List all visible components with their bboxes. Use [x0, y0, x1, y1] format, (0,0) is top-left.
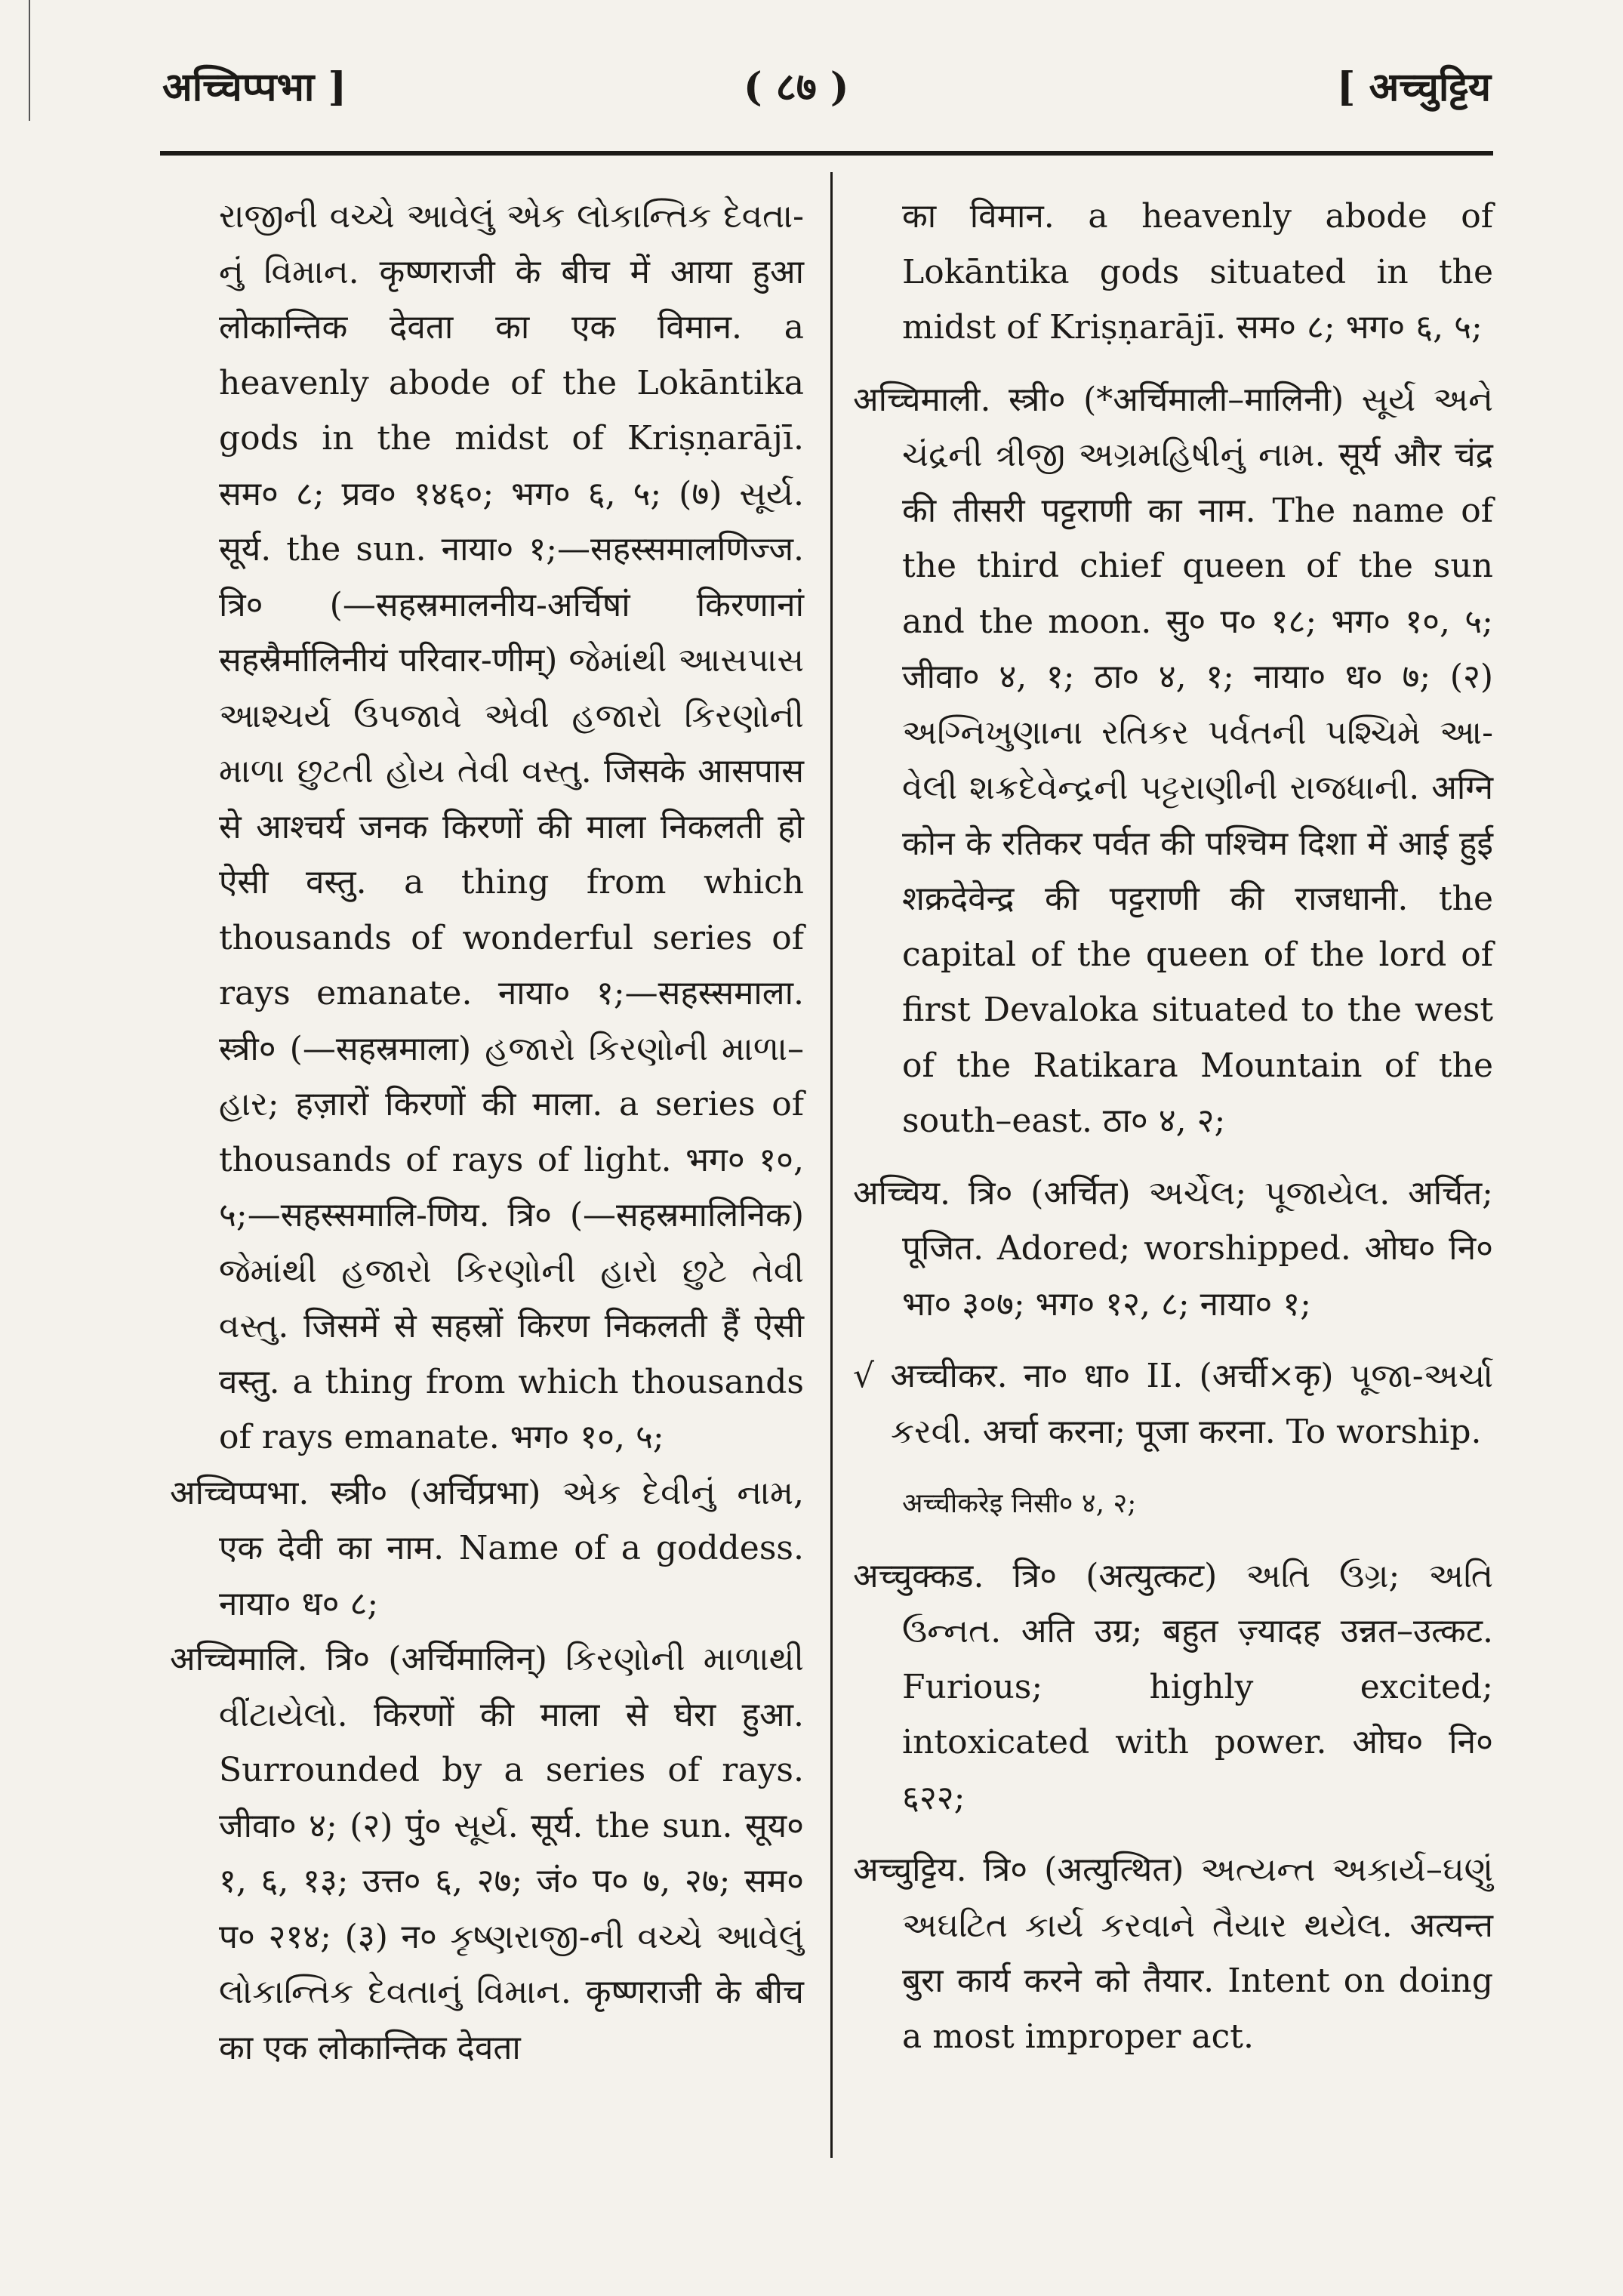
entry-acchikarei: अच्चीकरेइ निसी० ४, २; [902, 1488, 1137, 1519]
header-right-guideword: [ अच्चुट्टिय [1336, 64, 1491, 110]
entry-continuation: का विमान. a heavenly abode of Lokāntika gods situated in the midst of Kriṣṇarājī. सम० ८; भग० ६, ५; [902, 197, 1493, 347]
right-column [853, 189, 1493, 2064]
entry-acchukkada: अच्चुक्कड. त्रि० (अत्युत्कट) અતિ ઉગ્ર; અતિ ઉન્નત. अति उग्र; बहुत ज़्यादह उन्नत–उत्कट. Furious; highly excited; intoxicated with power. ओघ० नि० ६२२; [853, 1556, 1493, 1817]
entry-acchimali: अच्चिमालि. त्रि० (अर्चिमालिन्) કિરણોની માળાથી વીંટાયેલો. किरणों की माला से घेरा हुआ. Surrounded by a series of rays. जीवा० ४; (२) पुं० સૂર્ય. सूर्य. the sun. सूय० १, ६, १३; उत्त० ६, २७; जं० प० ७, २७; सम० प० २१४; (३) न० કૃષ્ણરાજી-ની વચ્ચે આવેલું લોકાન્તિક દેવતાનું વિમાન. कृष्णराजी के बीच का एक लोकान्तिक देवता [170, 1640, 804, 2067]
entry-acchippabha: अच्चिप्पभा. स्त्री० (अर्चिप्रभा) એક દેવીનું નામ, एक देवी का नाम. Name of a goddess. नाया० ध० ८; [170, 1473, 804, 1623]
column-divider [830, 172, 833, 2158]
page-header [162, 59, 1491, 127]
page-number: ( ८७ ) [744, 64, 849, 110]
header-rule [160, 151, 1493, 156]
scan-margin-line [29, 0, 30, 121]
entry-acchiya: अच्चिय. त्रि० (अर्चित) અર્ચેલ; પૂજાયેલ. अर्चित; पूजित. Adored; worshipped. ओघ० नि० भा० ३०७; भग० १२, ८; नाया० १; [853, 1173, 1493, 1324]
header-left-guideword: अच्चिप्पभा ] [162, 64, 347, 110]
left-column [170, 189, 804, 2076]
entry-acchimali-stri: अच्चिमाली. स्त्री० (*अर्चिमाली–मालिनी) સૂર્ય અને ચંદ્રની ત્રીજી અગ્રમહિષીનું નામ. सूर्य और चंद्र की तीसरी पट्टराणी का नाम. The name of the third chief queen of the sun and the moon. सु० प० १८; भग० १०, ५; जीवा० ४, १; ठा० ४, १; नाया० ध० ७; (२) અગ્નિખુણાના રતિકર પર્વતની પશ્ચિમે આ-વેલી શક્રદેવેન્દ્રની પટ્ટરાણીની રાજધાની. अग्नि कोन के रतिकर पर्वत की पश्चिम दिशा में आई हुई शक्रदेवेन्द्र की पट्टराणी की राजधानी. the capital of the queen of the lord of first Devaloka situated to the west of the Ratikara Mountain of the south–east. ठा० ४, २; [853, 380, 1494, 1140]
entry-acchikara: √ अच्चीकर. ना० धा० II. (अर्ची×कृ) પૂજા-અર્ચા કરવી. अर्चा करना; पूजा करना. To worship. [853, 1357, 1493, 1451]
entry-acchuttiya: अच्चुट्टिय. त्रि० (अत्युत्थित) અત્યન્ત અકાર્ય–ઘણું અઘટિત કાર્ય કરવાને તૈયાર થયેલ. अत्यन्त बुरा कार्य करने को तैयार. Intent on doing a most improper act. [853, 1851, 1493, 2056]
entry-continuation: રાજીની વચ્ચે આવેલું એક લોકાન્તિક દેવતા-નું વિમાન. कृष्णराजी के बीच में आया हुआ लोकान्तिक देवता का एक विमान. a heavenly abode of the Lokāntika gods in the midst of Kriṣṇarājī. सम० ८; प्रव० १४६०; भग० ६, ५; (७) સૂર્ય. सूर्य. the sun. नाया० १;—सहस्समालणिज्ज. त्रि० (—सहस्रमालनीय-अर्चिषां किरणानां सहस्रैर्मालिनीयं परिवार-णीम्) જેમાંથી આસપાસ આશ્ચર્ય ઉપજાવે એવી હજારો કિરણોની માળા છુટતી હોય તેવી વસ્તુ. जिसके आसपास से आश्चर्य जनक किरणों की माला निकलती हो ऐसी वस्तु. a thing from which thousands of wonderful series of rays emanate. नाया० १;—सहस्समाला. स्त्री० (—सहस्रमाला) હજારો કિરણોની માળા–હાર; हज़ारों किरणों की माला. a series of thousands of rays of light. भग० १०, ५;—सहस्समालि-णिय. त्रि० (—सहस्रमालिनिक) જેમાંથી હજારો કિરણોની હારો છુટે તેવી વસ્તુ. जिसमें से सहस्रों किरण निकलती हैं ऐसी वस्तु. a thing from which thousands of rays emanate. भग० १०, ५; [219, 197, 804, 1456]
